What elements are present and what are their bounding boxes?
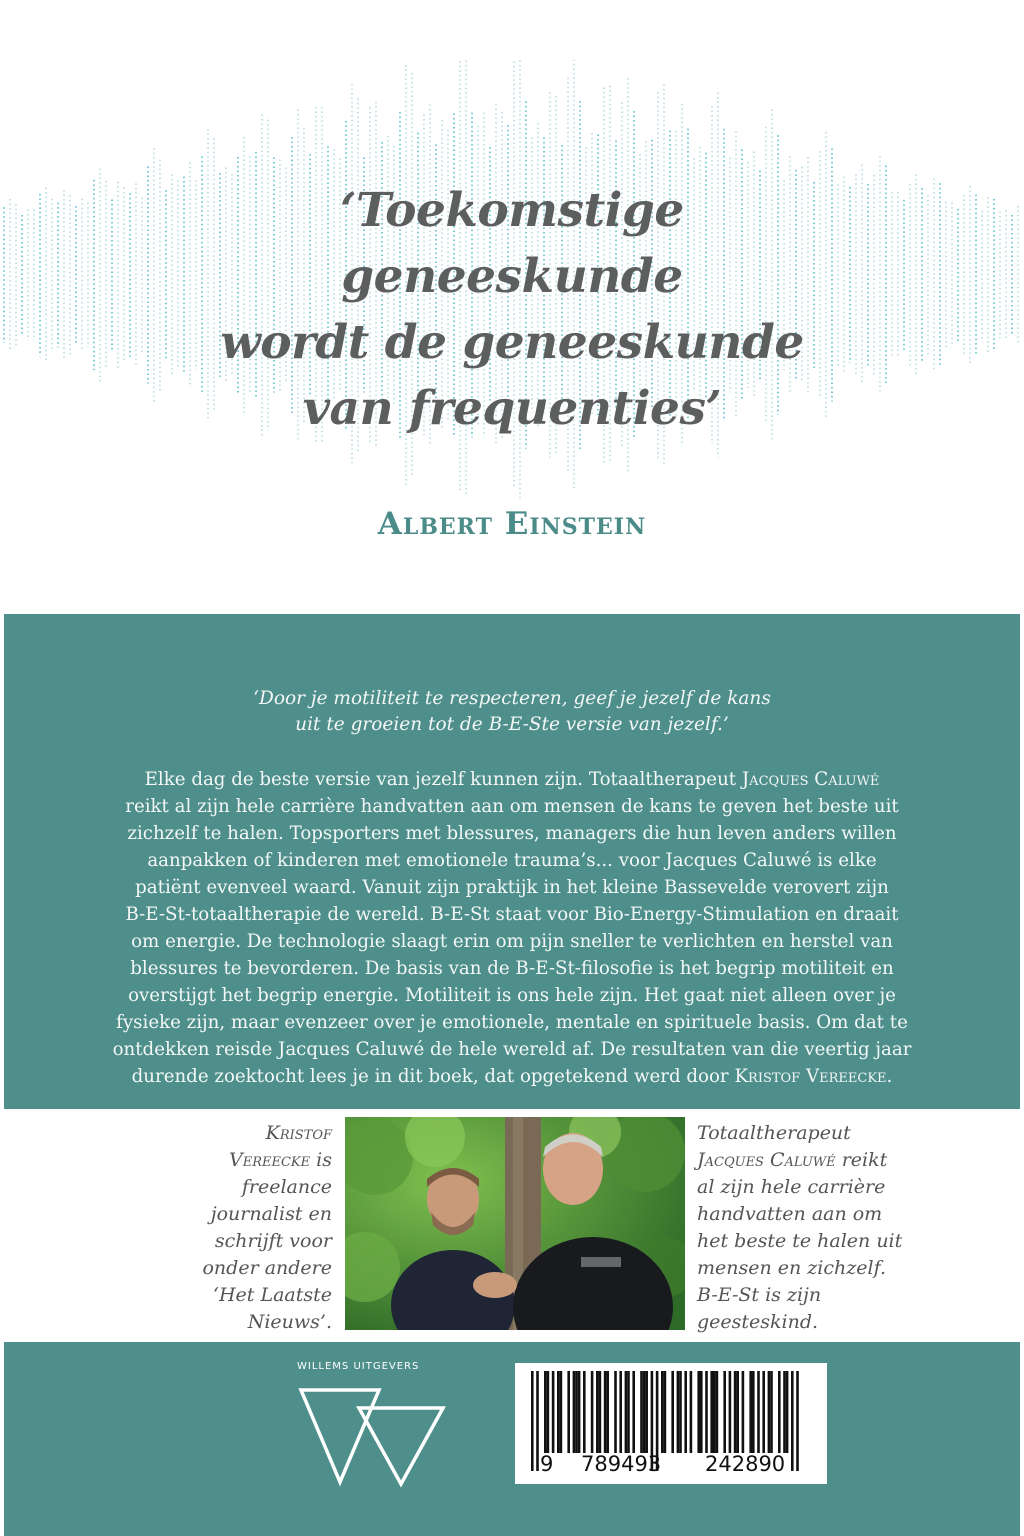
barcode-digits-left: 789493 [581, 1452, 662, 1476]
publisher-name: WILLEMS UITGEVERS [297, 1361, 420, 1372]
body-line: Elke dag de beste versie van jezelf kunnen zijn. Totaaltherapeut Jacques Caluwé [144, 769, 880, 790]
body-line: blessures te bevorderen. De basis van de B-E-St-filosofie is het begrip motiliteit en [130, 958, 894, 979]
body-line: ontdekken reisde Jacques Caluwé de hele wereld af. De resultaten van die veertig jaar [112, 1039, 912, 1060]
barcode-digits-right: 242890 [705, 1452, 786, 1476]
authors-photo [345, 1117, 685, 1330]
body-line: zichzelf te halen. Topsporters met blessures, managers die hun leven anders willen [127, 823, 897, 844]
body-line: fysieke zijn, maar evenzeer over je emotionele, mentale en spirituele basis. Om dat te [116, 1012, 908, 1033]
footer-panel [4, 1342, 1020, 1536]
lead-line: ‘Door je motiliteit te respecteren, geef je jezelf de kans [253, 688, 771, 709]
isbn-barcode [515, 1363, 827, 1484]
quote-line: ‘Toekomstige [340, 183, 684, 238]
body-line: B-E-St-totaaltherapie de wereld. B-E-St staat voor Bio-Energy-Stimulation en draait [125, 904, 899, 925]
writer-bio: Kristof Vereecke is freelance journalist en schrijft voor onder andere ‘Het Laatste Nieuws’. [202, 1122, 332, 1333]
body-line: durende zoektocht lees je in dit boek, dat opgetekend werd door Kristof Vereecke. [131, 1066, 893, 1087]
body-line: overstijgt het begrip energie. Motiliteit is ons hele zijn. Het gaat niet alleen over je [128, 985, 896, 1006]
blurb-lead-quote [0, 686, 1024, 738]
body-line: aanpakken of kinderen met emotionele trauma’s... voor Jacques Caluwé is elke [147, 850, 877, 871]
lead-line: uit te groeien tot de B-E-Ste versie van jezelf.’ [295, 714, 729, 735]
barcode-digit-first: 9 [540, 1452, 554, 1476]
einstein-quote [120, 178, 904, 442]
writer-name: Kristof Vereecke [734, 1066, 887, 1087]
body-line: om energie. De technologie slaagt erin om pijn sneller te verlichten en herstel van [131, 931, 893, 952]
authors-photo-illustration [345, 1117, 685, 1330]
blurb-body [108, 766, 916, 1090]
quote-author: Albert Einstein [377, 506, 647, 542]
body-line: reikt al zijn hele carrière handvatten aan om mensen de kans te geven het beste uit [125, 796, 899, 817]
publisher-logo-icon [297, 1378, 447, 1488]
body-line: patiënt evenveel waard. Vanuit zijn praktijk in het kleine Bassevelde verovert zijn [135, 877, 889, 898]
quote-line: geneeskunde [341, 249, 683, 304]
therapist-bio: Totaaltherapeut Jacques Caluwé reikt al zijn hele carrière handvatten aan om het beste te halen uit mensen en zichzelf. B-E-St is zijn geesteskind. [697, 1122, 903, 1333]
therapist-name: Jacques Caluwé [741, 769, 880, 790]
quote-line: van frequenties’ [302, 381, 722, 436]
quote-line: wordt de geneeskunde [220, 315, 804, 370]
